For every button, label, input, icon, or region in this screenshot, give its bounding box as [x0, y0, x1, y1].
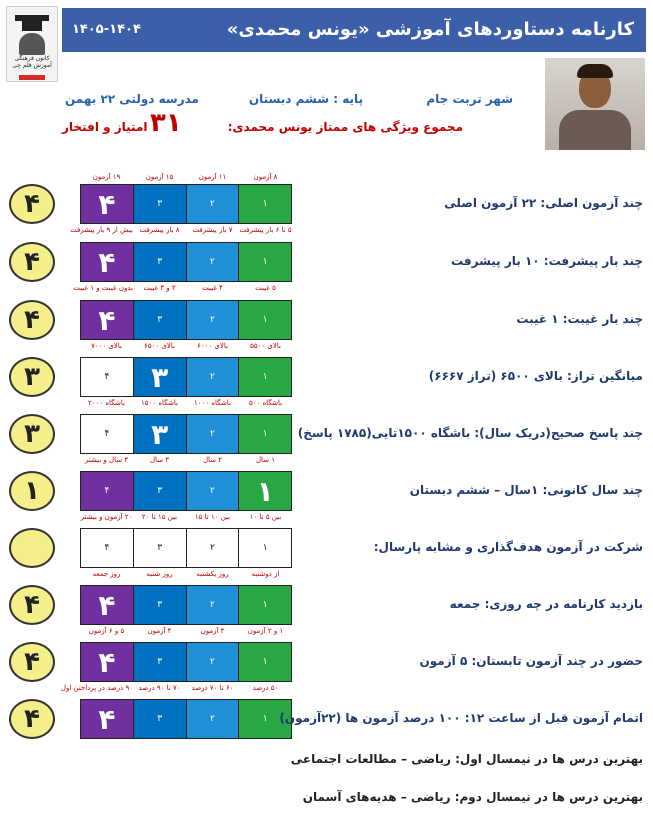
level-cell: ۳ — [133, 529, 186, 567]
level-bottom-label: بین ۱۵ تا ۲۰ — [141, 513, 178, 521]
level-cell: ۴ — [81, 358, 133, 396]
level-top-label: ۱۹ آزمون — [92, 173, 121, 181]
level-bottom-label: بالای ۶۰۰۰ — [197, 342, 228, 350]
level-cell: ۴ — [81, 185, 133, 223]
level-bottom-label: ۲ و ۳ غیبت — [143, 284, 176, 292]
level-cell: ۲ — [186, 415, 239, 453]
level-bottom-label: ۳ سال — [149, 456, 170, 464]
level-bottom-label: ۷۰ تا ۹۰ درصد — [138, 684, 181, 692]
row-level-grid — [80, 184, 292, 224]
level-cell: ۲ — [186, 301, 239, 339]
row-level-grid — [80, 699, 292, 739]
level-cell: ۳ — [133, 700, 186, 738]
row-question: اتمام آزمون قبل از ساعت ۱۲: ۱۰۰ درصد آزمون ها (۲۲آزمون) — [279, 711, 643, 725]
kanoon-logo — [6, 6, 58, 82]
level-cell: ۲ — [186, 586, 239, 624]
level-cell: ۲ — [186, 243, 239, 281]
level-cell: ۳ — [133, 586, 186, 624]
school-label: مدرسه دولتی ۲۲ بهمن — [65, 92, 199, 106]
level-cell: ۱ — [238, 415, 291, 453]
city-label: شهر تربت جام — [426, 92, 513, 106]
total-score: ۳۱ — [150, 108, 182, 138]
level-top-label: ۱۱ آزمون — [198, 173, 227, 181]
level-cell: ۱ — [238, 529, 291, 567]
level-bottom-label: ۴ سال و بیشتر — [84, 456, 129, 464]
level-bottom-label: بدون غیبت و ۱ غیبت — [73, 284, 133, 292]
level-top-label: ۱۵ آزمون — [145, 173, 174, 181]
row-score-circle: ۴ — [9, 585, 55, 625]
level-cell: ۴ — [81, 643, 133, 681]
header-bar — [62, 8, 646, 52]
level-bottom-label: ۵ غیبت — [255, 284, 276, 292]
row-score-circle — [9, 528, 55, 568]
level-bottom-label: روز شنبه — [146, 570, 173, 578]
grade-label: پایه : ششم دبستان — [248, 92, 363, 106]
row-score-circle: ۴ — [9, 242, 55, 282]
level-bottom-label: بالای ۶۵۰۰ — [144, 342, 175, 350]
level-cell: ۱ — [238, 358, 291, 396]
row-question: میانگین تراز: بالای ۶۵۰۰ (تراز ۶۶۶۷) — [428, 369, 643, 383]
row-level-grid — [80, 242, 292, 282]
level-cell: ۱ — [238, 243, 291, 281]
level-bottom-label: بین ۱۰ تا ۱۵ — [194, 513, 231, 521]
level-bottom-label: باشگاه ۵۰۰ — [248, 399, 283, 407]
level-cell: ۲ — [186, 700, 239, 738]
level-cell: ۲ — [186, 643, 239, 681]
level-cell: ۱ — [238, 472, 291, 510]
level-cell: ۱ — [238, 185, 291, 223]
level-bottom-label: ۱ سال — [255, 456, 276, 464]
row-level-grid — [80, 471, 292, 511]
level-cell: ۳ — [133, 643, 186, 681]
level-cell: ۳ — [133, 301, 186, 339]
level-bottom-label: ۱ و ۲ آزمون — [247, 627, 284, 635]
level-cell: ۴ — [81, 529, 133, 567]
level-cell: ۲ — [186, 529, 239, 567]
row-level-grid — [80, 528, 292, 568]
academic-years: ۱۴۰۵-۱۴۰۴ — [72, 22, 141, 37]
level-cell: ۳ — [133, 358, 186, 396]
level-bottom-label: باشگاه ۲۰۰۰ — [88, 399, 125, 407]
level-bottom-label: ۲۰ آزمون و بیشتر — [80, 513, 133, 521]
row-question: چند آزمون اصلی: ۲۲ آزمون اصلی — [444, 196, 643, 210]
features-label: مجموع ویژگی های ممتاز یونس محمدی: — [227, 120, 463, 134]
level-bottom-label: روز یکشنبه — [196, 570, 229, 578]
level-bottom-label: ۸ بار پیشرفت — [139, 226, 180, 234]
level-bottom-label: ۵ تا ۶ بار پیشرفت — [239, 226, 292, 234]
row-question: چند بار پیشرفت: ۱۰ بار پیشرفت — [451, 254, 643, 268]
best-subjects-first: بهترین درس ها در نیمسال اول: ریاضی – مطالعات اجتماعی — [290, 752, 643, 766]
level-cell: ۱ — [238, 586, 291, 624]
level-cell: ۴ — [81, 472, 133, 510]
row-level-grid — [80, 300, 292, 340]
level-cell: ۲ — [186, 472, 239, 510]
row-question: چند بار غیبت: ۱ غیبت — [516, 312, 643, 326]
level-bottom-label: بین ۵ تا ۱۰ — [249, 513, 282, 521]
level-bottom-label: ۲ سال — [202, 456, 223, 464]
level-top-label: ۸ آزمون — [253, 173, 278, 181]
level-cell: ۴ — [81, 700, 133, 738]
level-bottom-label: ۴ آزمون — [147, 627, 172, 635]
level-bottom-label: بیش از ۹ بار پیشرفت — [70, 226, 133, 234]
student-photo — [545, 58, 645, 150]
row-level-grid — [80, 414, 292, 454]
level-cell: ۴ — [81, 586, 133, 624]
level-cell: ۴ — [81, 415, 133, 453]
level-bottom-label: از دوشنبه — [251, 570, 280, 578]
level-bottom-label: ۵۰ درصد — [252, 684, 279, 692]
row-score-circle: ۳ — [9, 357, 55, 397]
logo-text: کانون فرهنگی آموزش قلم چی — [12, 55, 52, 69]
page-title: کارنامه دستاوردهای آموزشی «یونس محمدی» — [226, 19, 634, 40]
level-bottom-label: باشگاه ۱۵۰۰ — [141, 399, 178, 407]
level-bottom-label: ۴ غیبت — [202, 284, 223, 292]
level-cell: ۳ — [133, 243, 186, 281]
level-bottom-label: ۷ بار پیشرفت — [192, 226, 233, 234]
row-level-grid — [80, 357, 292, 397]
level-cell: ۴ — [81, 301, 133, 339]
level-bottom-label: ۳ آزمون — [200, 627, 225, 635]
row-score-circle: ۴ — [9, 699, 55, 739]
row-question: حضور در چند آزمون تابستان: ۵ آزمون — [419, 654, 643, 668]
row-score-circle: ۳ — [9, 414, 55, 454]
row-question: شرکت در آزمون هدف‌گذاری و مشابه پارسال: — [373, 540, 643, 554]
level-cell: ۲ — [186, 358, 239, 396]
row-question: بازدید کارنامه در چه روزی: جمعه — [449, 597, 643, 611]
level-bottom-label: باشگاه ۱۰۰۰ — [194, 399, 231, 407]
level-cell: ۳ — [133, 415, 186, 453]
level-bottom-label: ۶۰ تا ۷۰ درصد — [191, 684, 234, 692]
level-bottom-label: ۹۰ درصد در پرداختن اول — [60, 684, 133, 692]
level-cell: ۳ — [133, 185, 186, 223]
row-question: چند سال کانونی: ۱سال – ششم دبستان — [409, 483, 643, 497]
row-score-circle: ۴ — [9, 184, 55, 224]
row-level-grid — [80, 642, 292, 682]
level-cell: ۲ — [186, 185, 239, 223]
level-bottom-label: بالای ۷۰۰۰ — [91, 342, 122, 350]
level-bottom-label: بالای ۵۵۰۰ — [250, 342, 281, 350]
row-score-circle: ۴ — [9, 642, 55, 682]
best-subjects-second: بهترین درس ها در نیمسال دوم: ریاضی – هدیه‌های آسمان — [302, 790, 643, 804]
level-cell: ۴ — [81, 243, 133, 281]
row-question: چند پاسخ صحیح(دریک سال): باشگاه ۱۵۰۰تایی(۱۷۸۵ پاسخ) — [297, 426, 643, 440]
level-cell: ۱ — [238, 643, 291, 681]
level-bottom-label: روز جمعه — [92, 570, 121, 578]
level-bottom-label: ۵ و ۶ آزمون — [88, 627, 125, 635]
score-label: امتیاز و افتخار — [62, 120, 148, 134]
row-level-grid — [80, 585, 292, 625]
row-score-circle: ۱ — [9, 471, 55, 511]
level-cell: ۱ — [238, 700, 291, 738]
row-score-circle: ۴ — [9, 300, 55, 340]
level-cell: ۱ — [238, 301, 291, 339]
level-cell: ۳ — [133, 472, 186, 510]
